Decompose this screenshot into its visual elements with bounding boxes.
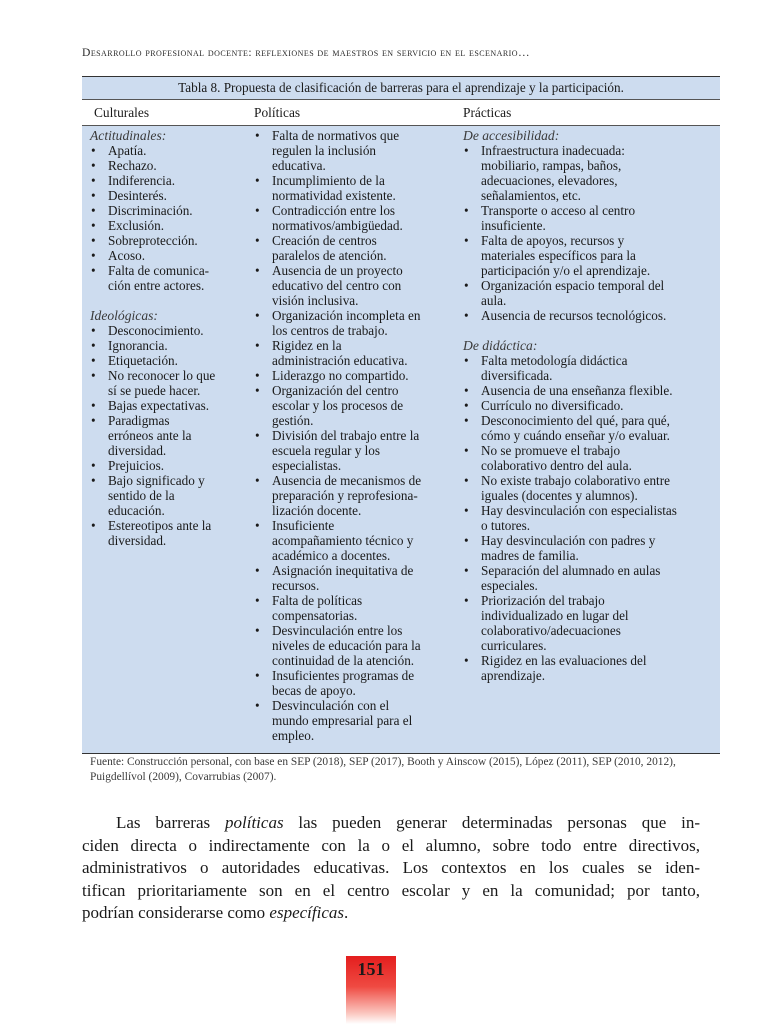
header-politicas: Políticas	[254, 105, 301, 120]
list-item: • Desvinculación con el mundo empresarial para el empleo.	[254, 698, 454, 743]
page-number: 151	[357, 959, 385, 979]
list-item: • Apatía.	[90, 143, 260, 158]
group-label-accesibilidad: De accesibilidad:	[463, 128, 560, 143]
paragraph-line: tifican prioritariamente son en el centro escolar y en la comunidad; por tanto,	[82, 880, 700, 900]
list-item: • Currículo no diversificado.	[463, 398, 713, 413]
list-item: • Hay desvinculación con padres y madres de familia.	[463, 533, 713, 563]
list-item: • Falta de políticas compensatorias.	[254, 593, 454, 623]
list-item: • Creación de centros paralelos de atención.	[254, 233, 454, 263]
list-accesibilidad	[463, 143, 713, 323]
group-label-didactica: De didáctica:	[463, 338, 538, 353]
list-item: • Exclusión.	[90, 218, 260, 233]
list-item: • Etiquetación.	[90, 353, 260, 368]
list-item: • Ausencia de recursos tecnológicos.	[463, 308, 713, 323]
list-item: • Asignación inequitativa de recursos.	[254, 563, 454, 593]
list-item: • Ausencia de una enseñanza flexible.	[463, 383, 713, 398]
header-practicas: Prácticas	[463, 105, 512, 120]
list-item: • Indiferencia.	[90, 173, 260, 188]
list-item: • Hay desvinculación con especialistas o tutores.	[463, 503, 713, 533]
list-item: • Estereotipos ante la diversidad.	[90, 518, 260, 548]
list-item: • Ausencia de un proyecto educativo del centro con visión inclusiva.	[254, 263, 454, 308]
list-item: • Bajo significado y sentido de la educación.	[90, 473, 260, 518]
list-item: • No existe trabajo colaborativo entre iguales (docentes y alumnos).	[463, 473, 713, 503]
column-practicas	[463, 128, 713, 683]
list-item: • Discriminación.	[90, 203, 260, 218]
page-number-tab	[346, 956, 396, 1024]
list-item: • Rechazo.	[90, 158, 260, 173]
list-item: • Falta de comunica- ción entre actores.	[90, 263, 260, 293]
body-paragraph	[82, 812, 700, 925]
list-item: • Rigidez en la administración educativa.	[254, 338, 454, 368]
column-politicas	[254, 128, 454, 743]
list-ideologicas	[90, 323, 260, 548]
paragraph-line: Las barreras políticas las pueden generar determinadas personas que in-	[116, 813, 701, 832]
table-title: Tabla 8. Propuesta de clasificación de barreras para el aprendizaje y la participación.	[82, 76, 720, 100]
list-item: • Priorización del trabajo individualizado en lugar del colaborativo/adecuaciones curriculares.	[463, 593, 713, 653]
running-head: Desarrollo profesional docente: reflexiones de maestros en servicio en el escenario…	[82, 46, 531, 59]
list-item: • Falta de apoyos, recursos y materiales específicos para la participación y/o el aprendizaje.	[463, 233, 713, 278]
list-item: • Separación del alumnado en aulas especiales.	[463, 563, 713, 593]
list-didactica	[463, 353, 713, 683]
list-item: • Desconocimiento.	[90, 323, 260, 338]
list-politicas	[254, 128, 454, 743]
list-item: • Transporte o acceso al centro insuficiente.	[463, 203, 713, 233]
list-item: • Organización espacio temporal del aula.	[463, 278, 713, 308]
list-actitudinales	[90, 143, 260, 293]
list-item: • Sobreprotección.	[90, 233, 260, 248]
list-item: • Desinterés.	[90, 188, 260, 203]
list-item: • Contradicción entre los normativos/ambigüedad.	[254, 203, 454, 233]
header-culturales: Culturales	[94, 105, 150, 120]
list-item: • No se promueve el trabajo colaborativo dentro del aula.	[463, 443, 713, 473]
list-item: • División del trabajo entre la escuela regular y los especialistas.	[254, 428, 454, 473]
list-item: • Rigidez en las evaluaciones del aprendizaje.	[463, 653, 713, 683]
list-item: • Liderazgo no compartido.	[254, 368, 454, 383]
list-item: • Organización del centro escolar y los procesos de gestión.	[254, 383, 454, 428]
list-item: • Ausencia de mecanismos de preparación y reprofesiona- lización docente.	[254, 473, 454, 518]
list-item: • Bajas expectativas.	[90, 398, 260, 413]
table-bottom-rule	[82, 753, 720, 754]
paragraph-line: administrativos o autoridades educativas. Los contextos en los cuales se iden-	[82, 858, 700, 878]
table-source-note: Fuente: Construcción personal, con base en SEP (2018), SEP (2017), Booth y Ainscow (2015), López (2011), SEP (2010, 2012), Puigdellívol (2009), Covarrubias (2007).	[90, 756, 676, 783]
list-item: • Falta metodología didáctica diversificada.	[463, 353, 713, 383]
list-item: • No reconocer lo que sí se puede hacer.	[90, 368, 260, 398]
list-item: • Desconocimiento del qué, para qué, cómo y cuándo enseñar y/o evaluar.	[463, 413, 713, 443]
list-item: • Ignorancia.	[90, 338, 260, 353]
list-item: • Paradigmas erróneos ante la diversidad.	[90, 413, 260, 458]
list-item: • Desvinculación entre los niveles de educación para la continuidad de la atención.	[254, 623, 454, 668]
classification-table	[82, 76, 720, 754]
list-item: • Insuficientes programas de becas de apoyo.	[254, 668, 454, 698]
list-item: • Organización incompleta en los centros de trabajo.	[254, 308, 454, 338]
table-header-row	[82, 100, 720, 126]
list-item: • Insuficiente acompañamiento técnico y académico a docentes.	[254, 518, 454, 563]
list-item: • Acoso.	[90, 248, 260, 263]
list-item: • Prejuicios.	[90, 458, 260, 473]
paragraph-line: ciden directa o indirectamente con la o el alumno, sobre todo entre directivos,	[82, 835, 700, 855]
list-item: • Infraestructura inadecuada: mobiliario, rampas, baños, adecuaciones, elevadores, señalamientos, etc.	[463, 143, 713, 203]
group-label-actitudinales: Actitudinales:	[90, 128, 167, 143]
column-culturales	[90, 128, 260, 548]
list-item: • Falta de normativos que regulen la inclusión educativa.	[254, 128, 454, 173]
list-item: • Incumplimiento de la normatividad existente.	[254, 173, 454, 203]
paragraph-line: podrían considerarse como específicas.	[82, 903, 349, 923]
group-label-ideologicas: Ideológicas:	[90, 308, 158, 323]
